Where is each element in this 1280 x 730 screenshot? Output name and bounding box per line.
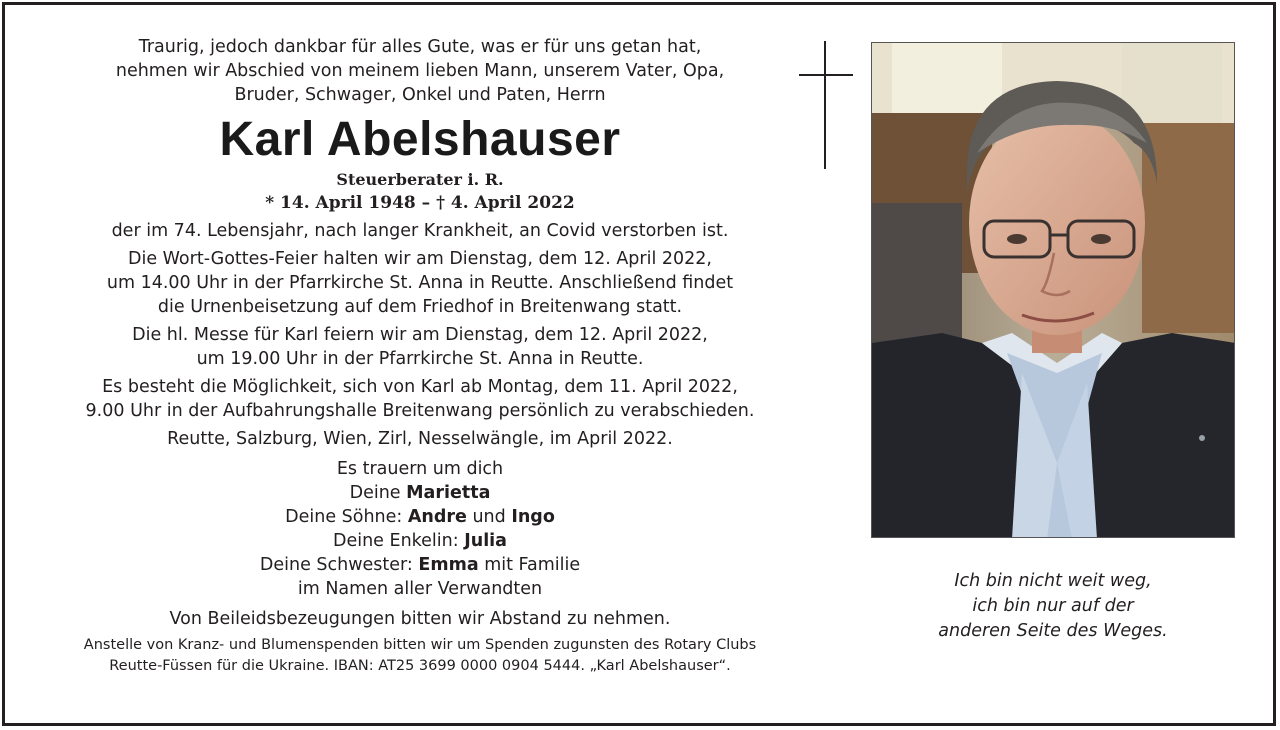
service-line: die Urnenbeisetzung auf dem Friedhof in Breitenwang statt. xyxy=(157,297,683,317)
intro-line: Traurig, jedoch dankbar für alles Gute, was er für uns getan hat, xyxy=(138,37,702,57)
life-dates: * 14. April 1948 – † 4. April 2022 xyxy=(265,193,575,213)
mourner-name: Julia xyxy=(464,531,507,551)
donation-line: Anstelle von Kranz- und Blumenspenden bitten wir um Spenden zugunsten des Rotary Clubs xyxy=(83,637,757,653)
age-line: der im 74. Lebensjahr, nach langer Krankheit, an Covid verstorben ist. xyxy=(111,221,729,241)
mourners-heading: Es trauern um dich xyxy=(336,459,504,479)
mourner-conjunction: und xyxy=(466,507,512,527)
farewell-line: Es besteht die Möglichkeit, sich von Karl ab Montag, dem 11. April 2022, xyxy=(102,377,738,397)
mourner-wife xyxy=(25,481,815,505)
mourner-sons xyxy=(25,505,815,529)
quote-line: Ich bin nicht weit weg, xyxy=(954,571,1152,591)
donation-note xyxy=(25,635,815,677)
mass-info xyxy=(25,323,815,371)
mourner-prefix: Deine xyxy=(349,483,407,503)
mourner-prefix: Deine Schwester: xyxy=(259,555,419,575)
quote-line: anderen Seite des Weges. xyxy=(938,621,1168,641)
cross-horizontal-bar xyxy=(799,74,853,76)
donation-line: Reutte-Füssen für die Ukraine. IBAN: AT25 3699 0000 0904 5444. „Karl Abelshauser“. xyxy=(109,658,731,674)
mourner-sister xyxy=(25,553,815,577)
place-date: Reutte, Salzburg, Wien, Zirl, Nesselwängle, im April 2022. xyxy=(167,429,673,449)
mourner-grandchild xyxy=(25,529,815,553)
mourner-name: Marietta xyxy=(406,483,491,503)
obituary-text-column xyxy=(25,35,815,677)
portrait-illustration xyxy=(872,43,1235,538)
memorial-quote xyxy=(871,569,1235,644)
quote-line: ich bin nur auf der xyxy=(972,596,1134,616)
farewell-info xyxy=(25,375,815,423)
portrait-photo xyxy=(871,42,1235,538)
mourner-name: Ingo xyxy=(511,507,555,527)
mourner-relatives: im Namen aller Verwandten xyxy=(297,579,543,599)
service-line: um 14.00 Uhr in der Pfarrkirche St. Anna in Reutte. Anschließend findet xyxy=(106,273,734,293)
cross-vertical-bar xyxy=(824,41,826,169)
service-line: Die Wort-Gottes-Feier halten wir am Dienstag, dem 12. April 2022, xyxy=(127,249,712,269)
intro-text xyxy=(25,35,815,107)
mass-line: Die hl. Messe für Karl feiern wir am Dienstag, dem 12. April 2022, xyxy=(132,325,708,345)
farewell-line: 9.00 Uhr in der Aufbahrungshalle Breitenwang persönlich zu verabschieden. xyxy=(85,401,755,421)
deceased-title: Steuerberater i. R. xyxy=(336,170,504,189)
mourner-prefix: Deine Enkelin: xyxy=(332,531,465,551)
deceased-name: Karl Abelshauser xyxy=(219,113,621,166)
intro-line: Bruder, Schwager, Onkel und Paten, Herrn xyxy=(234,85,606,105)
mourner-suffix: mit Familie xyxy=(478,555,581,575)
mass-line: um 19.00 Uhr in der Pfarrkirche St. Anna in Reutte. xyxy=(196,349,644,369)
condolence-note: Von Beileidsbezeugungen bitten wir Abstand zu nehmen. xyxy=(169,609,671,629)
mourner-name: Emma xyxy=(418,555,479,575)
intro-line: nehmen wir Abschied von meinem lieben Mann, unserem Vater, Opa, xyxy=(115,61,725,81)
mourners-list xyxy=(25,457,815,601)
mourner-name: Andre xyxy=(407,507,467,527)
service-info xyxy=(25,247,815,319)
obituary-notice xyxy=(2,2,1276,726)
mourner-prefix: Deine Söhne: xyxy=(285,507,408,527)
